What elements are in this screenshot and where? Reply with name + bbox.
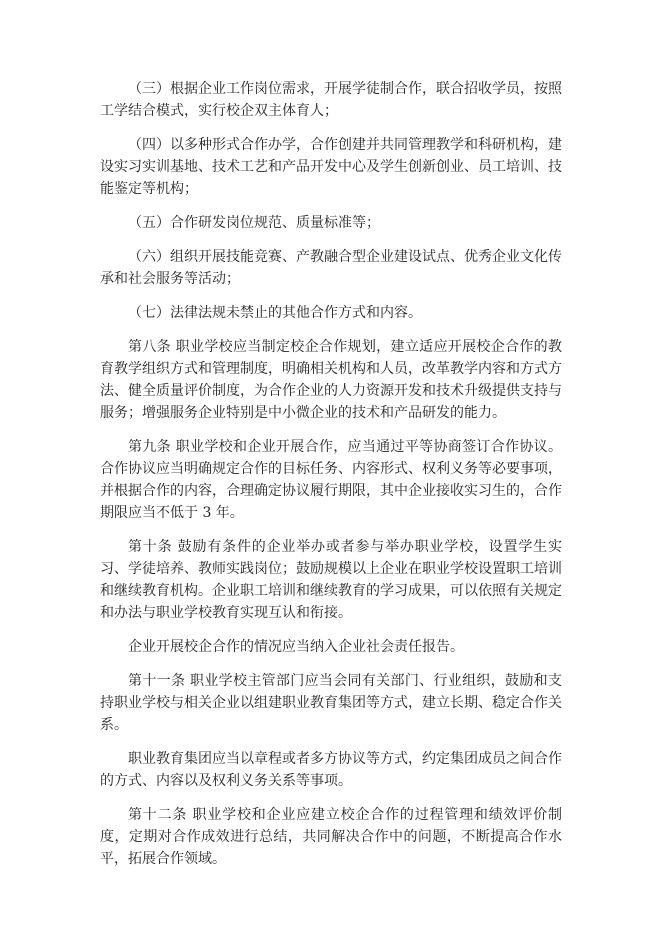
article-11: 第十一条 职业学校主管部门应当会同有关部门、行业组织，鼓励和支持职业学校与相关企业以组建职业教育集团等方式，建立长期、稳定合作关系。 [100, 673, 562, 733]
article-10: 第十条 鼓励有条件的企业举办或者参与举办职业学校，设置学生实习、学徒培养、教师实践岗位；鼓励规模以上企业在职业学校设置职工培训和继续教育机构。企业职工培训和继续教育的学习成果，可以依照有关规定和办法与职业学校教育实现互认和衔接。 [100, 539, 562, 621]
paragraph-item-4: （四）以多种形式合作办学，合作创建并共同管理教学和科研机构，建设实习实训基地、技术工艺和产品开发中心及学生创新创业、员工培训、技能鉴定等机构； [100, 137, 562, 197]
article-11-paragraph-2: 职业教育集团应当以章程或者多方协议等方式，约定集团成员之间合作的方式、内容以及权利义务关系等事项。 [100, 751, 562, 789]
paragraph-item-7: （七）法律法规未禁止的其他合作方式和内容。 [128, 305, 422, 321]
paragraph-item-5: （五）合作研发岗位规范、质量标准等； [128, 215, 380, 231]
paragraph-item-6: （六）组织开展技能竞赛、产教融合型企业建设试点、优秀企业文化传承和社会服务等活动； [100, 249, 562, 287]
paragraph-item-3: （三）根据企业工作岗位需求，开展学徒制合作，联合招收学员，按照工学结合模式，实行校企双主体育人； [100, 81, 562, 119]
article-9: 第九条 职业学校和企业开展合作，应当通过平等协商签订合作协议。合作协议应当明确规定合作的目标任务、内容形式、权利义务等必要事项，并根据合作的内容，合理确定协议履行期限，其中企业接收实习生的，合作期限应当不低于 3 年。 [100, 439, 562, 521]
article-12: 第十二条 职业学校和企业应建立校企合作的过程管理和绩效评价制度，定期对合作成效进行总结，共同解决合作中的问题，不断提高合作水平，拓展合作领域。 [100, 807, 562, 867]
document-page [100, 78, 562, 882]
article-10-paragraph-2: 企业开展校企合作的情况应当纳入企业社会责任报告。 [128, 639, 464, 655]
article-8: 第八条 职业学校应当制定校企合作规划，建立适应开展校企合作的教育教学组织方式和管理制度，明确相关机构和人员，改革教学内容和方式方法、健全质量评价制度，为合作企业的人力资源开发和技术升级提供支持与服务；增强服务企业特别是中小微企业的技术和产品研发的能力。 [100, 339, 562, 421]
